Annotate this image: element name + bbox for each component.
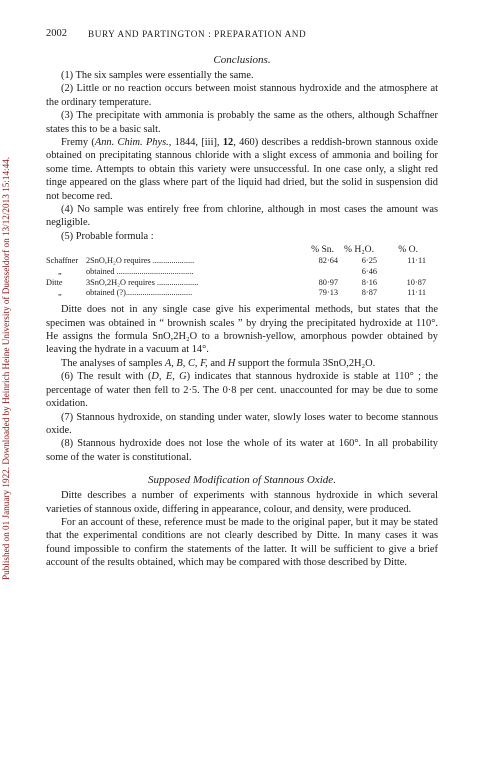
conclusion-item-8: (8) Stannous hydroxide does not lose the whole of its water at 160°. In all probability some of the water is constitutional. bbox=[46, 438, 438, 463]
article-page bbox=[46, 28, 438, 570]
conclusion-item-5: (5) Probable formula : bbox=[61, 230, 154, 242]
analyses-paragraph: The analyses of samples A, B, C, F, and H support the formula 3SnO,2H₂O. bbox=[61, 357, 376, 369]
table-row: Schaffner 2SnO,H₂O requires .................... 82·64 6·25 11·11 bbox=[46, 256, 426, 266]
publication-side-note: Published on 01 January 1922. Downloaded by Heinrich Heine University of Duesseldorf on 13/12/2013 15:14:44. bbox=[1, 156, 11, 580]
table-row: „ obtained ..................................... 6·46 bbox=[58, 266, 377, 276]
supposed-paragraph-1: Ditte describes a number of experiments with stannous hydroxide in which several varieties of stannous oxide, differing in appearance, colour, and density, were produced. bbox=[46, 490, 438, 515]
table-row: „ obtained (?)................................ 79·13 8·87 11·11 bbox=[58, 288, 426, 298]
conclusion-item-4: (4) No sample was entirely free from chlorine, although in most cases the amount was negligible. bbox=[46, 204, 438, 229]
table-row: Ditte 3SnO,2H₂O requires .................... 80·97 8·16 10·87 bbox=[46, 277, 426, 287]
ditte-paragraph: Ditte does not in any single case give his experimental methods, but states that the specimen was obtained in “ brownish scales ” by drying the precipitated hydroxide at 110°. He assigns the formula SnO,2H₂O to a brownish-yellow, amorphous powder obtained by leaving the hydrate in a vacuum at 14°. bbox=[46, 304, 438, 356]
fremy-paragraph: Fremy (Ann. Chim. Phys., 1844, [iii], 12, 460) describes a reddish-brown stannous oxide obtained on precipitating stannous chloride with a slight excess of ammonia and boiling for some time. Attempts to obtain this variety were unsuccessful. In one case only, a slight red tinge appeared on the glass where part of the liquid had dried, but the solid in suspension did not become red. bbox=[46, 137, 438, 202]
conclusion-item-7: (7) Stannous hydroxide, on standing under water, slowly loses water to become stannous oxide. bbox=[46, 411, 438, 436]
running-header bbox=[46, 28, 438, 44]
conclusion-item-3: (3) The precipitate with ammonia is probably the same as the others, although Schaffner states this to be a basic salt. bbox=[46, 110, 438, 135]
col-header-sn: % Sn. bbox=[311, 244, 334, 256]
table-header bbox=[46, 245, 438, 256]
conclusions-heading: Conclusions. bbox=[213, 54, 271, 66]
page-number: 2002 bbox=[46, 28, 67, 39]
conclusion-item-1: (1) The six samples were essentially the same. bbox=[61, 70, 254, 81]
conclusion-item-2: (2) Little or no reaction occurs between moist stannous hydroxide and the atmosphere at the ordinary temperature. bbox=[46, 83, 438, 108]
supposed-modification-heading: Supposed Modification of Stannous Oxide. bbox=[148, 474, 336, 487]
running-title: BURY AND PARTINGTON : PREPARATION AND bbox=[88, 29, 307, 39]
col-header-o: % O. bbox=[398, 244, 418, 256]
col-header-h2o: % H₂O. bbox=[344, 244, 374, 256]
formula-table bbox=[46, 245, 438, 299]
conclusion-item-6: (6) The result with (D, E, G) indicates that stannous hydroxide is stable at 110° ; the percentage of water then fell to 2·5. The 0·8 per cent. unaccounted for may be due to some oxidation. bbox=[46, 371, 438, 410]
supposed-paragraph-2: For an account of these, reference must be made to the original paper, but it may be stated that the experimental conditions are not clearly described by Ditte. In many cases it was found impossible to confirm the statements of the latter. It will be sufficient to give a brief account of the results obtained, which may be compared with those described by Ditte. bbox=[46, 516, 438, 569]
